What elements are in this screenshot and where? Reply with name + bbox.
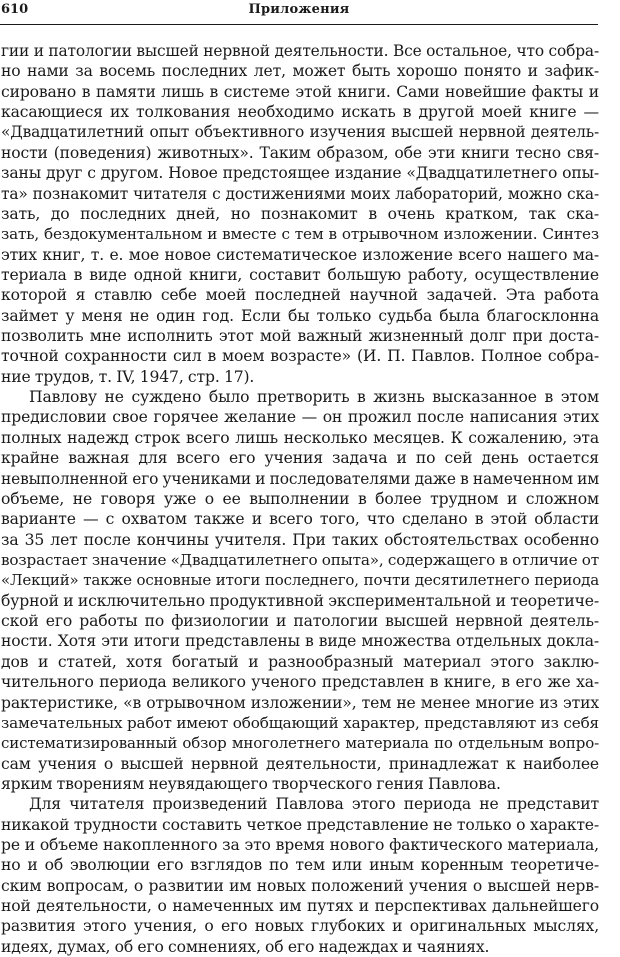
running-head: Приложения: [248, 2, 350, 17]
text-line: ским вопросам, о развитии им новых положений учения о высшей нерв-: [1, 876, 599, 895]
text-line: бурной и исключительно продуктивной экспериментальной и теоретиче-: [1, 591, 599, 610]
text-line: гии и патологии высшей нервной деятельности. Все остальное, что собра-: [1, 42, 599, 60]
text-line: объеме, не говоря уже о ее выполнении в более трудном и сложном: [1, 489, 599, 508]
text-line: точной сохранности сил в моем возрасте» (И. П. Павлов. Полное собра-: [1, 347, 599, 366]
text-line: заны друг с другом. Новое предстоящее издание «Двадцатилетнего опы-: [1, 164, 599, 183]
text-line: «Лекций» также основные итоги последнего, почти десятилетнего периода: [1, 571, 599, 590]
text-line: чительного периода великого ученого представлен в книге, в его же ха-: [1, 673, 599, 692]
text-line: крайне важная для всего его учения задача и по сей день остается: [1, 449, 599, 468]
paragraph-start-line: Для читателя произведений Павлова этого периода не представит: [29, 795, 599, 814]
text-line: систематизированный обзор многолетнего материала по отдельным вопро-: [1, 734, 599, 753]
text-line: этих книг, т. е. мое новое систематическое изложение всего нашего ма-: [1, 245, 599, 264]
text-line: рактеристике, «в отрывочном изложении», тем не менее многие из этих: [1, 693, 599, 712]
text-line: «Двадцатилетний опыт объективного изучения высшей нервной деятель-: [1, 123, 599, 142]
text-line: за 35 лет после кончины учителя. При таких обстоятельствах особенно: [1, 530, 599, 549]
text-line: та» познакомит читателя с достижениями моих лабораторий, можно ска-: [1, 184, 599, 203]
text-line: позволить мне исполнить этот мой важный жизненный долг при доста-: [1, 327, 599, 346]
text-line: идеях, думах, об его сомнениях, об его надеждах и чаяниях.: [1, 937, 490, 956]
text-line: замечательных работ имеют обобщающий характер, представляют из себя: [1, 713, 599, 732]
text-line: сировано в памяти лишь в системе этой книги. Сами новейшие факты и: [1, 82, 599, 101]
text-line: териала в виде одной книги, составит большую работу, осуществление: [1, 265, 599, 284]
text-line: никакой трудности составить четкое представление не только о характе-: [1, 815, 599, 834]
text-line: ярким творениям неувядающего творческого гения Павлова.: [1, 774, 501, 793]
text-line: зать, до последних дней, но познакомит в очень кратком, так ска-: [1, 204, 599, 223]
page-number: 610: [1, 2, 29, 17]
text-line: ности. Хотя эти итоги представлены в виде множества отдельных доклa-: [1, 632, 599, 651]
text-line: ние трудов, т. IV, 1947, стр. 17).: [1, 367, 255, 386]
text-line: развития этого учения, о его новых глубоких и оригинальных мыслях,: [1, 917, 599, 936]
text-line: которой я ставлю себе моей последней научной задачей. Эта работа: [1, 286, 599, 305]
text-line: зать, бездокументальном и вместе с тем в отрывочном изложении. Синтез: [1, 225, 599, 244]
text-line: варианте — с охватом также и всего того, что сделано в этой области: [1, 510, 599, 529]
paragraph-start-line: Павлову не суждено было претворить в жизнь высказанное в этом: [29, 388, 599, 407]
text-line: касающиеся их толкования необходимо искать в другой моей книге —: [1, 103, 599, 122]
text-line: но и об эволюции его взглядов по тем или иным коренным теоретиче-: [1, 856, 599, 875]
text-line: дов и статей, хотя богатый и разнообразный материал этого заклю-: [1, 652, 599, 671]
text-line: полных надежд строк всего лишь несколько месяцев. К сожалению, эта: [1, 428, 599, 447]
text-line: невыполненной его учениками и последователями даже в намеченном им: [1, 469, 600, 488]
text-line: сам учения о высшей нервной деятельности, принадлежат к наиболее: [1, 754, 599, 773]
text-line: возрастает значение «Двадцатилетнего опыта», содержащего в отличие от: [1, 550, 599, 569]
text-line: ности (поведения) животных». Таким образом, обе эти книги тесно свя-: [1, 143, 599, 162]
body-text: [1, 41, 599, 957]
text-line: предисловии свое горячее желание — он прожил после написания этих: [1, 408, 599, 427]
text-line: ной деятельности, о намеченных им путях и перспективах дальнейшего: [1, 897, 599, 916]
page-header: [0, 0, 598, 20]
text-line: но нами за восемь последних лет, может быть хорошо понято и зафик-: [1, 62, 599, 81]
header-rule: [0, 24, 598, 25]
text-line: ской его работы по физиологии и патологии высшей нервной деятель-: [1, 612, 599, 631]
text-line: займет у меня не один год. Если бы только судьба была благосклонна: [1, 306, 599, 325]
text-line: ре и объеме накопленного за это время нового фактического материала,: [1, 836, 599, 855]
